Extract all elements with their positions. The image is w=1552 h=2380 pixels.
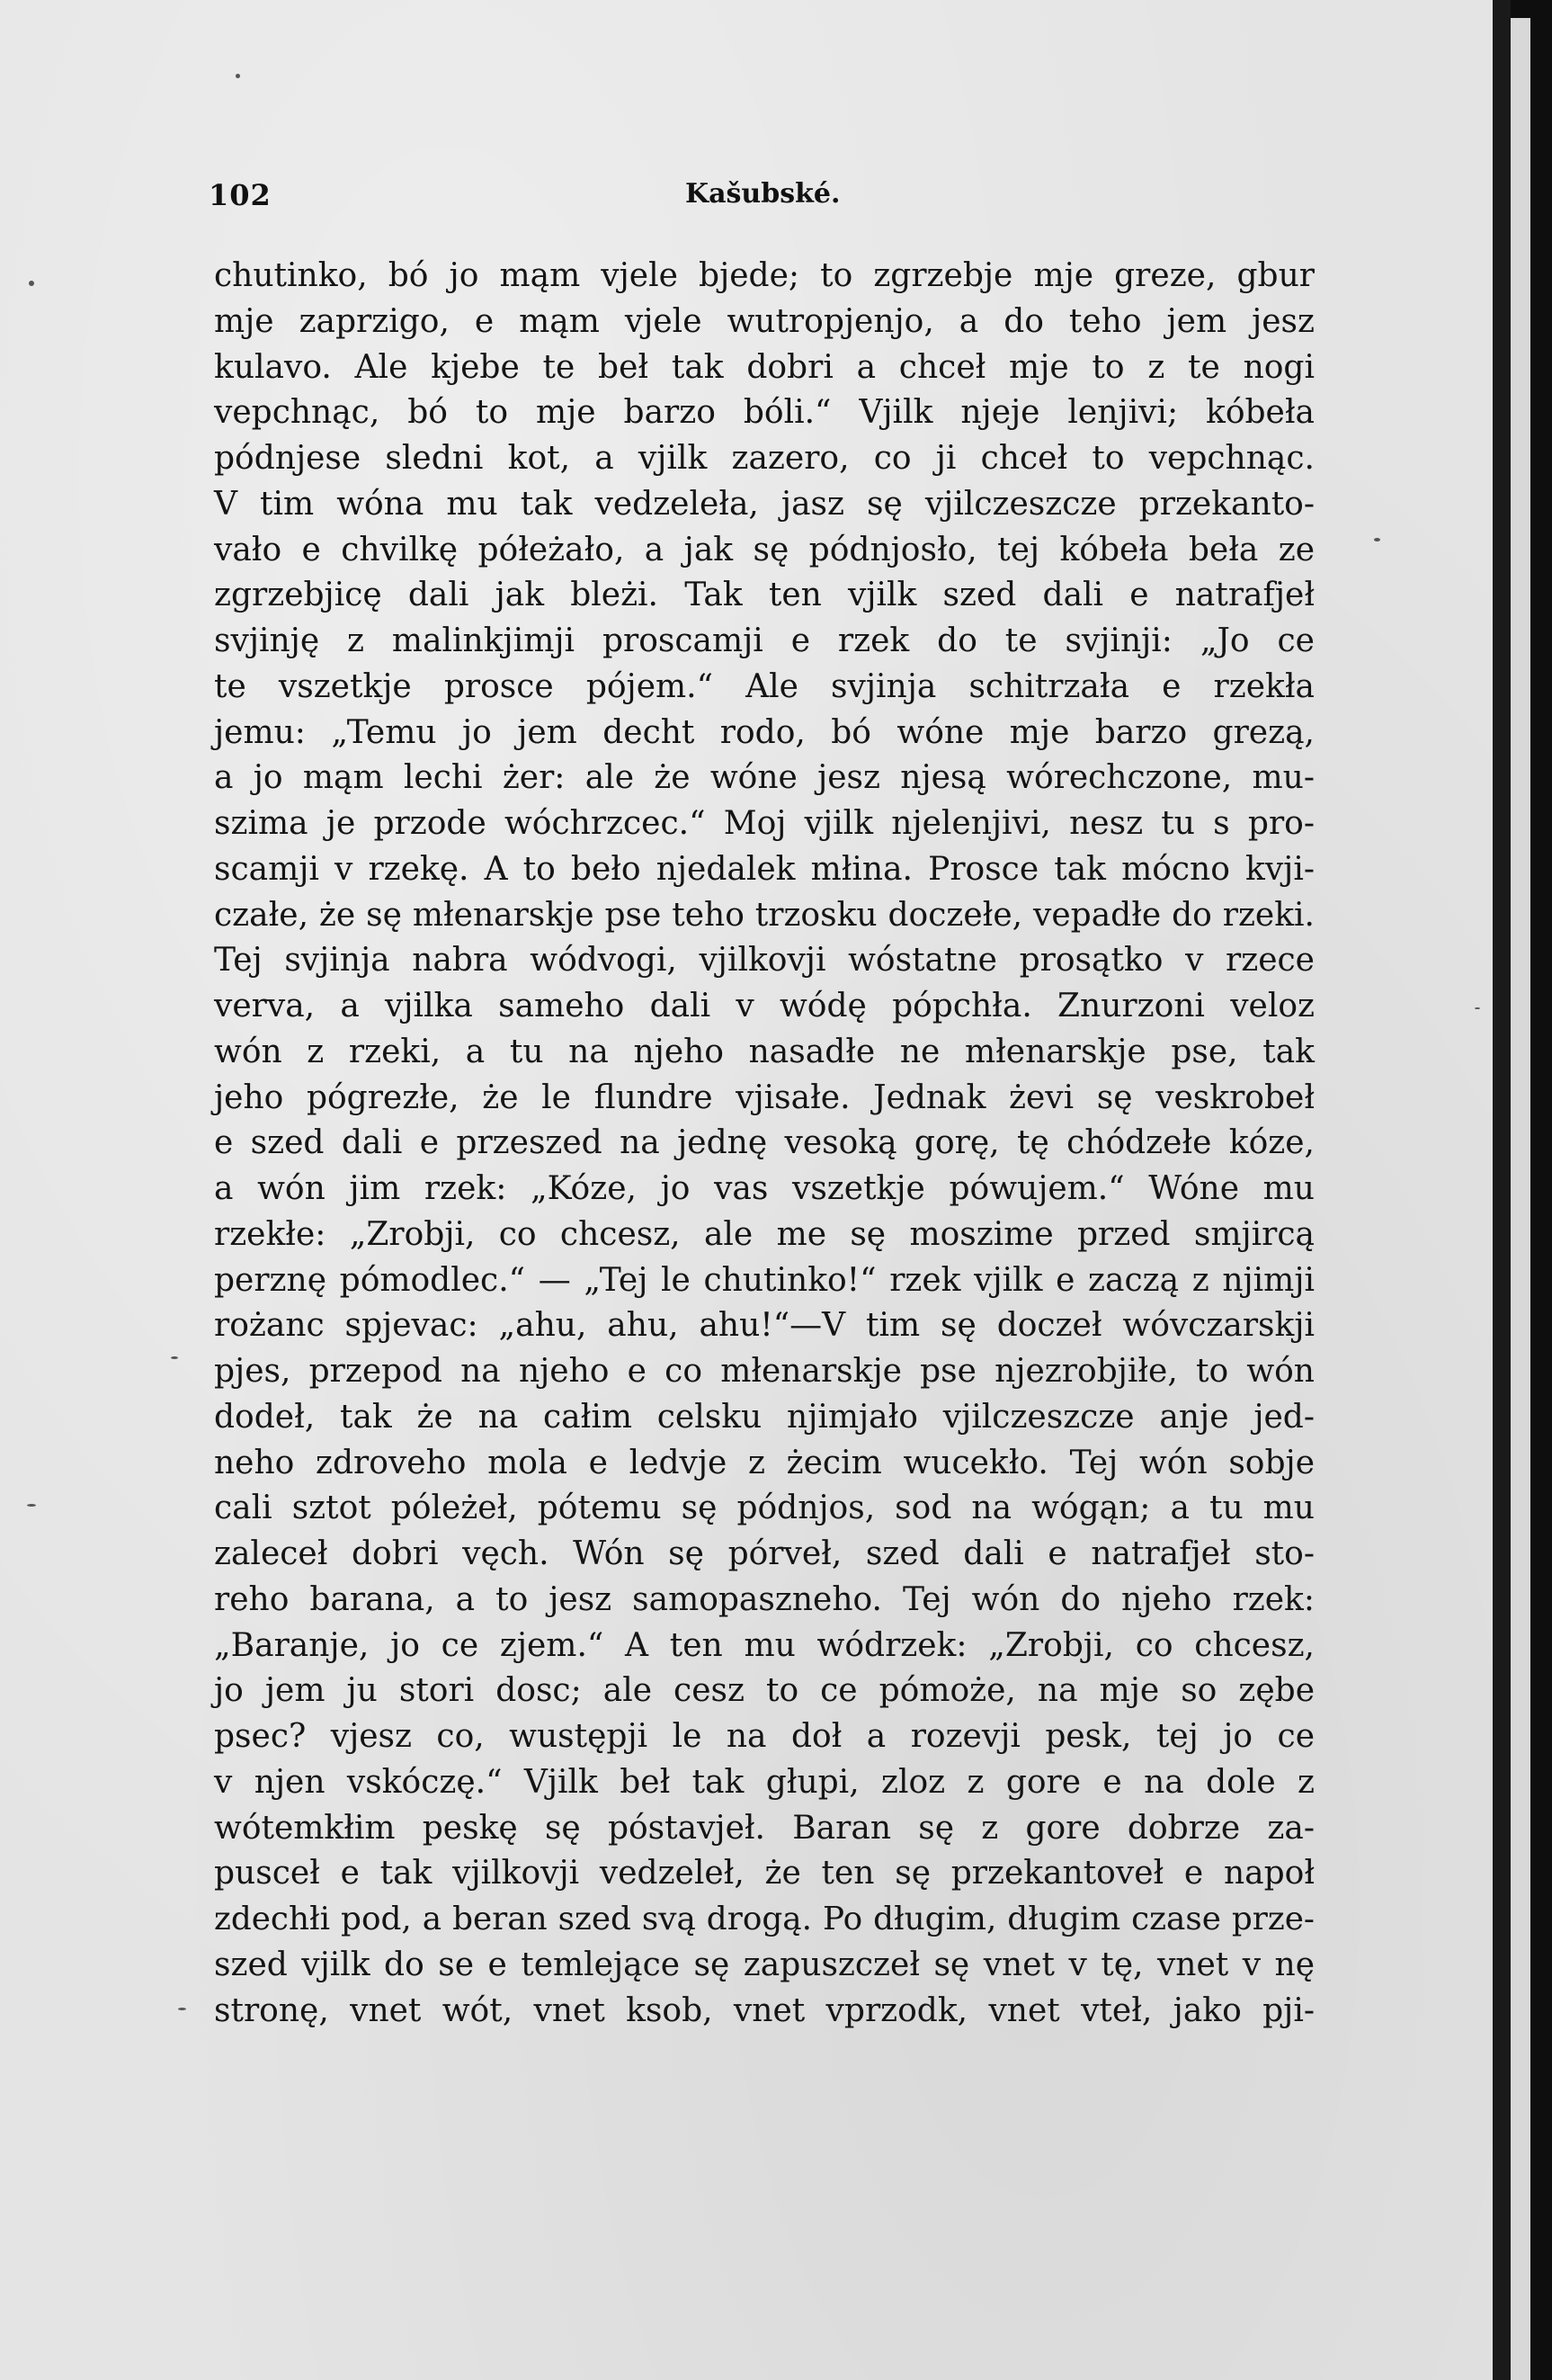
text-line: zdechłi pod, a beran szed svą drogą. Po długim, długim czase prze-	[214, 1901, 1315, 1937]
text-line: scamji v rzekę. A to beło njedalek młina. Prosce tak mócno kvji-	[214, 850, 1315, 888]
text-line: „Baranje, jo ce zjem.“ A ten mu wódrzek: „Zrobji, co chcesz,	[214, 1626, 1315, 1664]
page-edge-shadow	[1493, 0, 1511, 2380]
text-line: czałe, że sę młenarskje pse teho trzosku doczełe, vepadłe do rzeki.	[214, 896, 1315, 934]
text-line: zgrzebjicę dali jak bleżi. Tak ten vjilk szed dali e natrafjeł	[214, 577, 1315, 614]
text-line: e szed dali e przeszed na jednę vesoką gorę, tę chódzełe kóze,	[214, 1124, 1315, 1162]
text-line: stronę, vnet wót, vnet ksob, vnet vprzodk, vnet vteł, jako pji-	[214, 1991, 1315, 2029]
running-head: Kašubské.	[685, 178, 841, 210]
text-line: jemu: „Temu jo jem decht rodo, bó wóne mje barzo grezą,	[214, 713, 1315, 751]
text-line: psec? vjesz co, wustępji le na doł a rozevji pesk, tej jo ce	[214, 1718, 1315, 1755]
scan-speck	[1475, 1007, 1480, 1009]
body-text	[214, 254, 1315, 2034]
text-line: verva, a vjilka sameho dali v wódę pópchła. Znurzoni veloz	[214, 988, 1315, 1024]
scan-border	[1530, 0, 1552, 2380]
text-line: vepchnąc, bó to mje barzo bóli.“ Vjilk njeje lenjivi; kóbeła	[214, 394, 1315, 432]
adjacent-page-strip	[1511, 18, 1530, 2380]
page-header	[209, 178, 1315, 223]
scan-speck	[178, 2008, 186, 2010]
text-line: szima je przode wóchrzcec.“ Moj vjilk njelenjivi, nesz tu s pro-	[214, 805, 1315, 842]
text-line: rożanc spjevac: „ahu, ahu, ahu!“—V tim sę doczeł wóvczarskji	[214, 1307, 1315, 1345]
text-line: rzekłe: „Zrobji, co chcesz, ale me sę moszime przed smjircą	[214, 1215, 1315, 1253]
text-line: chutinko, bó jo mąm vjele bjede; to zgrzebje mje greze, gbur	[214, 257, 1315, 294]
text-line: pusceł e tak vjilkovji vedzeleł, że ten sę przekantoveł e napoł	[214, 1855, 1315, 1892]
text-line: wótemkłim peskę sę póstavjeł. Baran sę z gore dobrze za-	[214, 1809, 1315, 1847]
text-line: a wón jim rzek: „Kóze, jo vas vszetkje pówujem.“ Wóne mu	[214, 1170, 1315, 1207]
text-line: vało e chvilkę półeżało, a jak sę pódnjosło, tej kóbeła beła ze	[214, 531, 1315, 568]
text-line: V tim wóna mu tak vedzeleła, jasz sę vjilczeszcze przekanto-	[214, 485, 1315, 523]
text-line: Tej svjinja nabra wódvogi, vjilkovji wóstatne prosątko v rzece	[214, 942, 1315, 980]
text-line: jeho pógrezłe, że le flundre vjisałe. Jednak żevi sę veskrobeł	[214, 1078, 1315, 1116]
text-line: mje zaprzigo, e mąm vjele wutropjenjo, a do teho jem jesz	[214, 302, 1315, 340]
scan-speck	[1374, 538, 1380, 541]
text-line: zaleceł dobri vęch. Wón sę pórveł, szed dali e natrafjeł sto-	[214, 1535, 1315, 1572]
text-line: wón z rzeki, a tu na njeho nasadłe ne młenarskje pse, tak	[214, 1033, 1315, 1070]
text-line: svjinję z malinkjimji proscamji e rzek do te svjinji: „Jo ce	[214, 622, 1315, 659]
scan-speck	[236, 74, 240, 78]
text-line: reho barana, a to jesz samopaszneho. Tej wón do njeho rzek:	[214, 1580, 1315, 1618]
text-line: kulavo. Ale kjebe te beł tak dobri a chceł mje to z te nogi	[214, 348, 1315, 386]
text-line: cali sztot póleżeł, pótemu sę pódnjos, sod na wógąn; a tu mu	[214, 1490, 1315, 1527]
text-line: te vszetkje prosce pójem.“ Ale svjinja schitrzała e rzekła	[214, 667, 1315, 705]
text-line: a jo mąm lechi żer: ale że wóne jesz njesą wórechczone, mu-	[214, 759, 1315, 797]
text-line: neho zdroveho mola e ledvje z żecim wucekło. Tej wón sobje	[214, 1444, 1315, 1481]
text-line: pódnjese sledni kot, a vjilk zazero, co ji chceł to vepchnąc.	[214, 440, 1315, 477]
text-line: dodeł, tak że na całim celsku njimjało vjilczeszcze anje jed-	[214, 1398, 1315, 1436]
text-line: pjes, przepod na njeho e co młenarskje pse njezrobjiłe, to wón	[214, 1353, 1315, 1390]
text-line: v njen vskóczę.“ Vjilk beł tak głupi, zloz z gore e na dole z	[214, 1763, 1315, 1801]
scan-speck	[29, 281, 34, 286]
text-line: jo jem ju stori dosc; ale cesz to ce pómoże, na mje so zębe	[214, 1672, 1315, 1710]
page-number: 102	[209, 178, 272, 212]
text-line: perznę pómodlec.“ — „Tej le chutinko!“ rzek vjilk e zaczą z njimji	[214, 1261, 1315, 1299]
scan-speck	[171, 1356, 178, 1359]
text-line: szed vjilk do se e temlejące sę zapuszczeł sę vnet v tę, vnet v nę	[214, 1946, 1315, 1983]
scan-speck	[27, 1504, 36, 1507]
